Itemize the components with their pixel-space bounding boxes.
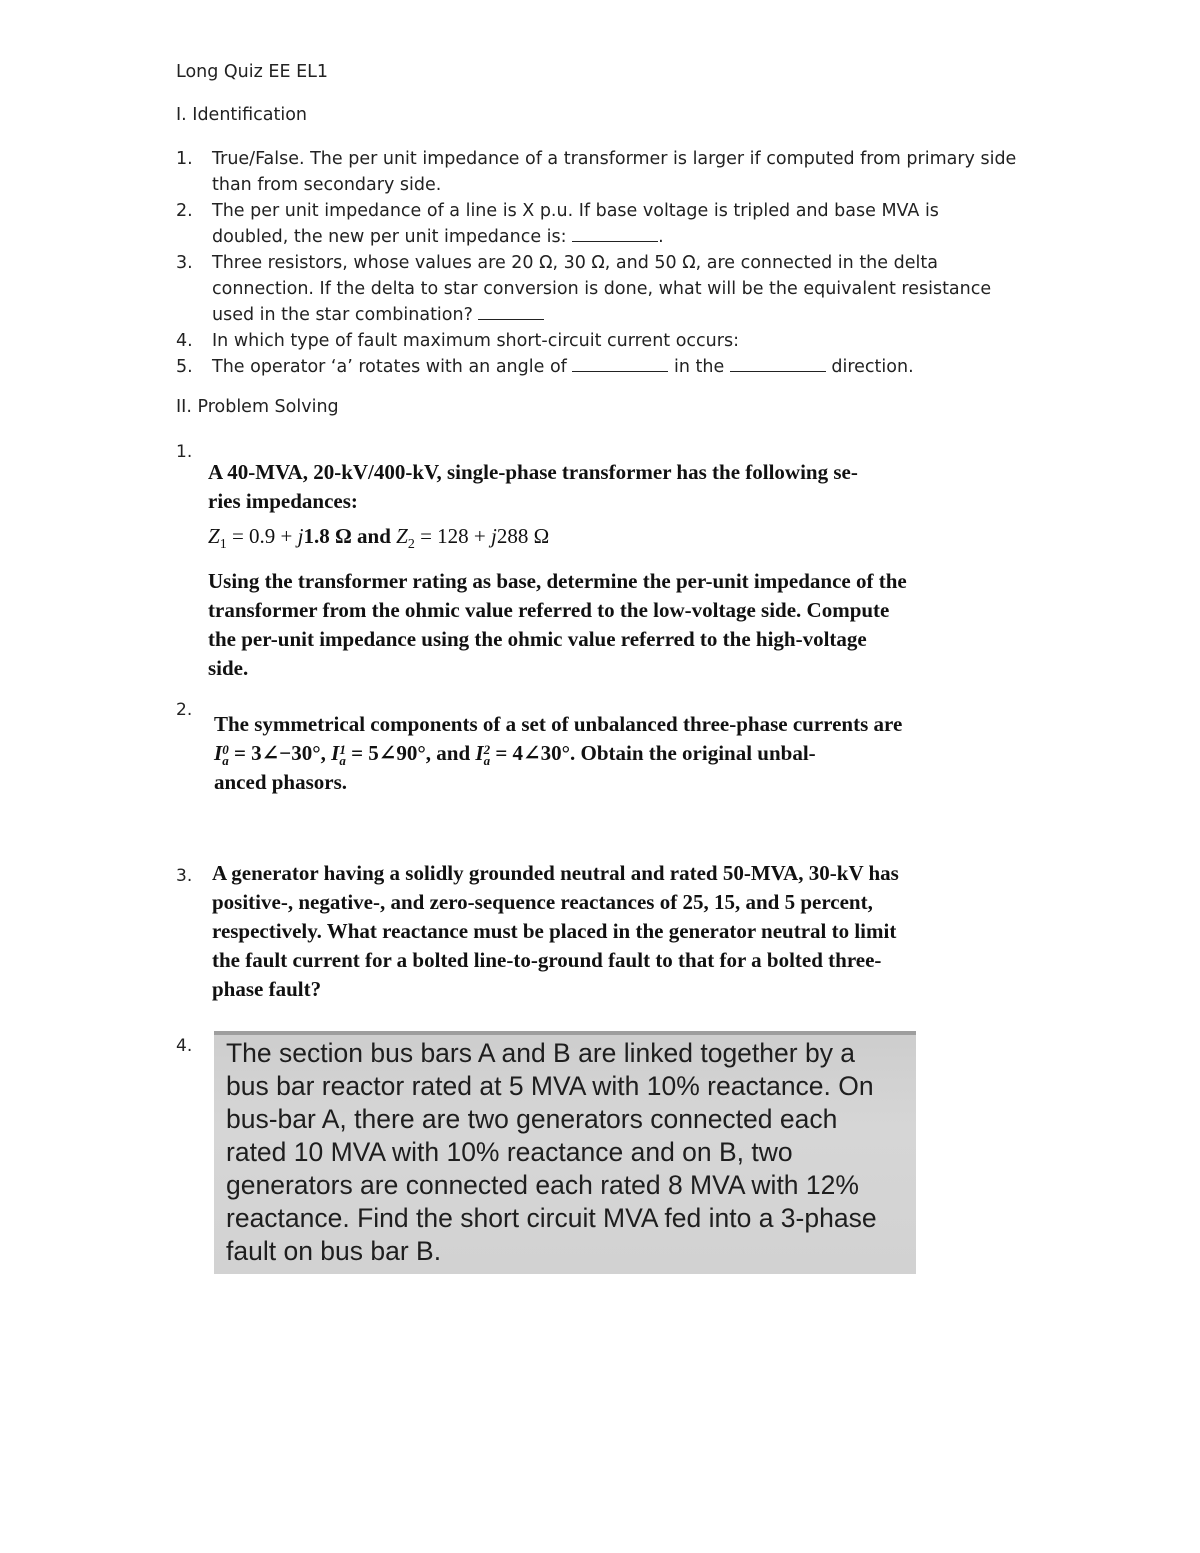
problem-line: positive-, negative-, and zero-sequence reactances of 25, 15, and 5 percent,: [212, 890, 873, 914]
eq-symbol: Z: [208, 524, 220, 548]
list-item: [176, 198, 1076, 250]
problem-4-photo: [214, 1031, 916, 1274]
problem-number: 1.: [176, 442, 193, 462]
eq-symbol: Z: [396, 524, 408, 548]
list-item: [176, 328, 1076, 354]
photo-text-line: rated 10 MVA with 10% reactance and on B, two: [226, 1137, 793, 1167]
item-number: 1.: [176, 149, 193, 169]
eq-superscript: 2: [483, 742, 491, 758]
symmetrical-components-equation: [214, 739, 964, 768]
photo-text-line: bus bar reactor rated at 5 MVA with 10% reactance. On: [226, 1071, 874, 1101]
item-text: .: [658, 227, 664, 247]
answer-blank: [730, 355, 826, 372]
eq-symbol: I: [214, 741, 223, 765]
eq-text: = 3∠−30°,: [228, 741, 332, 765]
eq-symbol: I: [475, 741, 484, 765]
eq-text: 1.8 Ω and: [303, 524, 397, 548]
problem-number: 2.: [176, 700, 193, 720]
problem-line: transformer from the ohmic value referred to the low-voltage side. Compute: [208, 598, 890, 623]
problem-line: The symmetrical components of a set of unbalanced three-phase currents are: [214, 712, 903, 736]
problem-line: A 40-MVA, 20-kV/400-kV, single-phase transformer has the following se-: [208, 460, 858, 484]
problem-1-text: [208, 458, 958, 683]
section-heading-identification: I. Identification: [176, 105, 308, 125]
photo-text-line: fault on bus bar B.: [226, 1236, 442, 1266]
item-number: 2.: [176, 201, 193, 221]
photo-text-line: reactance. Find the short circuit MVA fed into a 3-phase: [226, 1203, 877, 1233]
eq-superscript: 0: [222, 742, 229, 758]
problem-line: phase fault?: [212, 977, 322, 1001]
eq-text: = 128 +: [414, 524, 492, 548]
identification-list: [176, 146, 1076, 380]
eq-subscript: 1: [219, 537, 227, 553]
eq-subscript: a: [483, 753, 491, 769]
list-item: [176, 354, 1076, 380]
problem-line: ries impedances:: [208, 489, 358, 513]
item-text: The operator ‘a’ rotates with an angle of: [212, 357, 567, 377]
item-text: than from secondary side.: [212, 175, 442, 195]
eq-text: = 5∠90°, and: [345, 741, 476, 765]
impedance-equation: [208, 522, 958, 559]
answer-blank: [572, 355, 668, 372]
list-item: [176, 250, 1076, 328]
problem-line: the fault current for a bolted line-to-ground fault to that for a bolted three-: [212, 948, 882, 972]
item-number: 3.: [176, 253, 193, 273]
item-number: 4.: [176, 331, 193, 351]
eq-superscript: 1: [339, 742, 346, 758]
item-text: True/False. The per unit impedance of a transformer is larger if computed from primary side: [212, 149, 1017, 169]
item-text: The per unit impedance of a line is X p.u. If base voltage is tripled and base MVA is: [212, 201, 939, 221]
item-text: doubled, the new per unit impedance is:: [212, 227, 567, 247]
problem-line: anced phasors.: [214, 770, 348, 794]
problem-line: Using the transformer rating as base, determine the per-unit impedance of the: [208, 569, 907, 594]
photo-text-line: The section bus bars A and B are linked together by a: [226, 1038, 856, 1068]
item-text: direction.: [831, 357, 914, 377]
eq-subscript: a: [222, 753, 229, 769]
photo-edge: [214, 1031, 916, 1035]
problem-number: 3.: [176, 866, 193, 886]
photo-text-line: generators are connected each rated 8 MVA with 12%: [226, 1170, 859, 1200]
item-text: Three resistors, whose values are 20 Ω, 30 Ω, and 50 Ω, are connected in the delta: [212, 253, 938, 273]
answer-blank: [572, 225, 658, 242]
item-text: in the: [673, 357, 725, 377]
problem-line: side.: [208, 656, 249, 681]
eq-symbol: j: [297, 524, 304, 548]
answer-blank: [478, 303, 544, 320]
photo-text-line: bus-bar A, there are two generators connected each: [226, 1104, 838, 1134]
eq-subscript: 2: [407, 537, 415, 553]
problem-2-text: [214, 710, 964, 797]
eq-subscript: a: [339, 753, 346, 769]
problem-line: A generator having a solidly grounded neutral and rated 50-MVA, 30-kV has: [212, 861, 899, 885]
eq-symbol: j: [491, 524, 497, 548]
eq-symbol: I: [331, 741, 340, 765]
item-text: used in the star combination?: [212, 305, 473, 325]
eq-text: 288 Ω: [496, 524, 550, 548]
problem-3-text: [212, 859, 962, 1004]
eq-text: = 4∠30°. Obtain the original unbal-: [490, 741, 816, 765]
item-text: In which type of fault maximum short-circuit current occurs:: [212, 331, 739, 351]
item-number: 5.: [176, 357, 193, 377]
item-text: connection. If the delta to star conversion is done, what will be the equivalent resistance: [212, 279, 992, 299]
problem-line: respectively. What reactance must be placed in the generator neutral to limit: [212, 919, 897, 943]
problem-number: 4.: [176, 1036, 193, 1056]
document-title: Long Quiz EE EL1: [176, 62, 329, 82]
list-item: [176, 146, 1076, 198]
section-heading-problem-solving: II. Problem Solving: [176, 397, 339, 417]
problem-line: the per-unit impedance using the ohmic value referred to the high-voltage: [208, 627, 867, 652]
eq-text: = 0.9 +: [226, 524, 298, 548]
